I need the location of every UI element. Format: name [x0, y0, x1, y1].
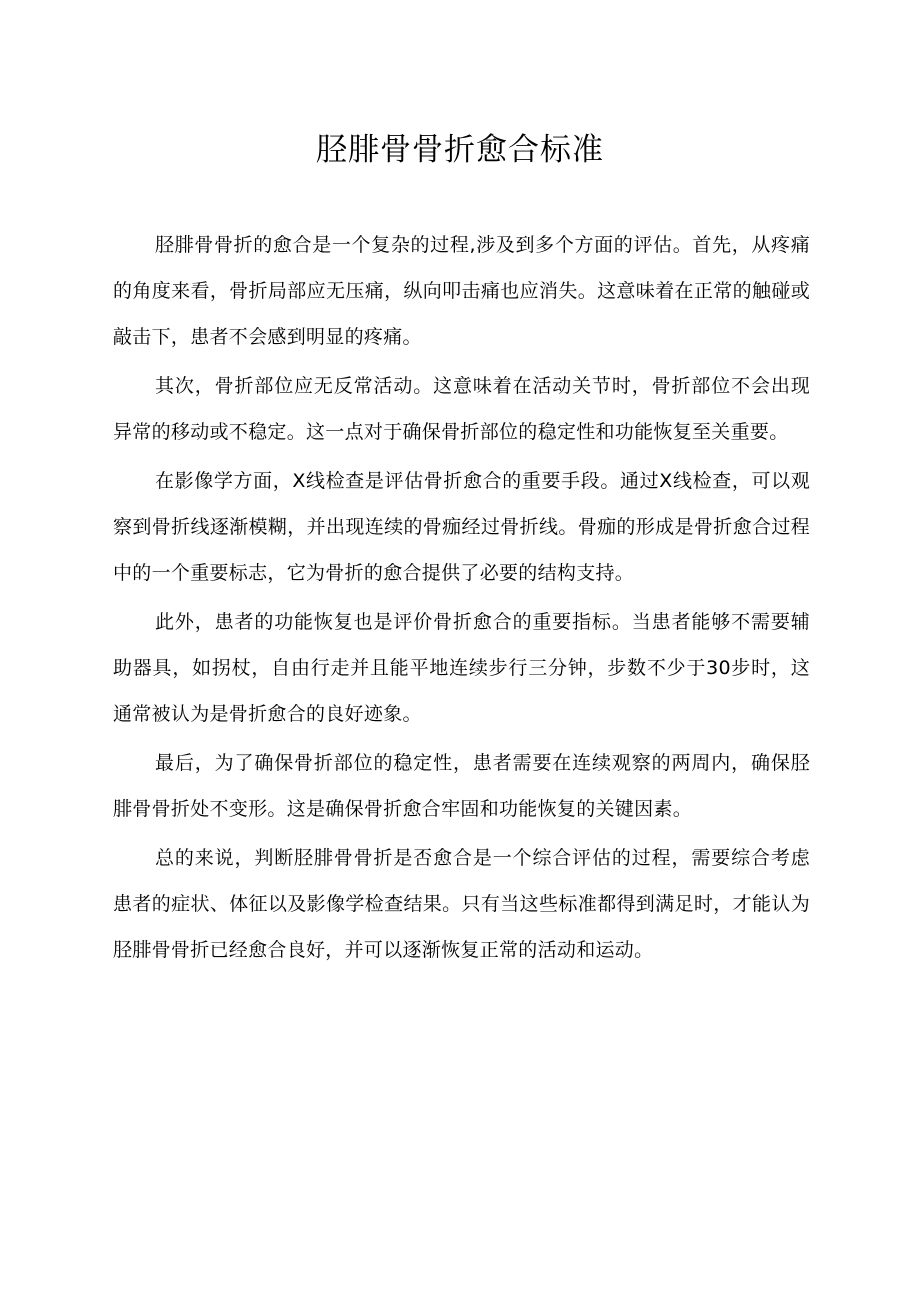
paragraph-functional-recovery: 此外，患者的功能恢复也是评价骨折愈合的重要指标。当患者能够不需要辅助器具，如拐杖，自由行走并且能平地连续步行三分钟，步数不少于30步时，这通常被认为是骨折愈合的良好迹象。	[113, 611, 810, 725]
paragraph-abnormal-movement: 其次，骨折部位应无反常活动。这意味着在活动关节时，骨折部位不会出现异常的移动或不稳定。这一点对于确保骨折部位的稳定性和功能恢复至关重要。	[113, 375, 810, 443]
paragraph-stability-observation: 最后，为了确保骨折部位的稳定性，患者需要在连续观察的两周内，确保胫腓骨骨折处不变形。这是确保骨折愈合牢固和功能恢复的关键因素。	[113, 752, 810, 820]
paragraph-pain-assessment: 胫腓骨骨折的愈合是一个复杂的过程,涉及到多个方面的评估。首先，从疼痛的角度来看，骨折局部应无压痛，纵向叩击痛也应消失。这意味着在正常的触碰或敲击下，患者不会感到明显的疼痛。	[113, 234, 810, 348]
document-title: 胫腓骨骨折愈合标准	[316, 132, 604, 168]
document-body	[113, 222, 810, 973]
paragraph-conclusion: 总的来说，判断胫腓骨骨折是否愈合是一个综合评估的过程，需要综合考虑患者的症状、体征以及影像学检查结果。只有当这些标准都得到满足时，才能认为胫腓骨骨折已经愈合良好，并可以逐渐恢复正常的活动和运动。	[113, 847, 810, 961]
paragraph-xray-imaging: 在影像学方面，X线检查是评估骨折愈合的重要手段。通过X线检查，可以观察到骨折线逐渐模糊，并出现连续的骨痂经过骨折线。骨痂的形成是骨折愈合过程中的一个重要标志，它为骨折的愈合提供了必要的结构支持。	[113, 470, 810, 584]
